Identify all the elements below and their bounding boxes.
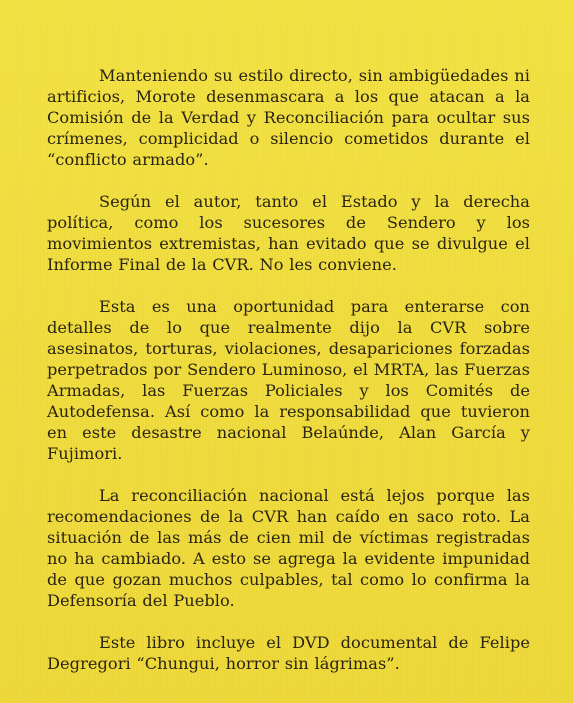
paragraph-dvd: Este libro incluye el DVD documental de Felipe Degregori “Chungui, horror sin lágrimas”. bbox=[47, 633, 530, 673]
paragraph-author-view: Según el autor, tanto el Estado y la derecha política, como los sucesores de Sendero y los movimientos extremistas, han evitado que se divulgue el Informe Final de la CVR. No les conviene. bbox=[47, 192, 530, 274]
paragraph-opportunity: Esta es una oportunidad para enterarse con detalles de lo que realmente dijo la CVR sobre asesinatos, torturas, violaciones, desapariciones forzadas perpetrados por Sendero Luminoso, el MRTA, las Fuerzas Armadas, las Fuerzas Policiales y los Comités de Autodefensa. Así como la responsabilidad que tuvieron en este desastre nacional Belaúnde, Alan García y Fujimori. bbox=[47, 297, 530, 463]
paragraph-intro: Manteniendo su estilo directo, sin ambigüedades ni artificios, Morote desenmascara a los que atacan a la Comisión de la Verdad y Reconciliación para ocultar sus crímenes, complicidad o silencio cometidos durante el “conflicto armado”. bbox=[47, 66, 530, 169]
paragraph-reconciliation: La reconciliación nacional está lejos porque las recomendaciones de la CVR han caído en saco roto. La situación de las más de cien mil de víctimas registradas no ha cambiado. A esto se agrega la evidente impunidad de que gozan muchos culpables, tal como lo confirma la Defensoría del Pueblo. bbox=[47, 486, 530, 610]
back-cover-text bbox=[47, 65, 530, 695]
